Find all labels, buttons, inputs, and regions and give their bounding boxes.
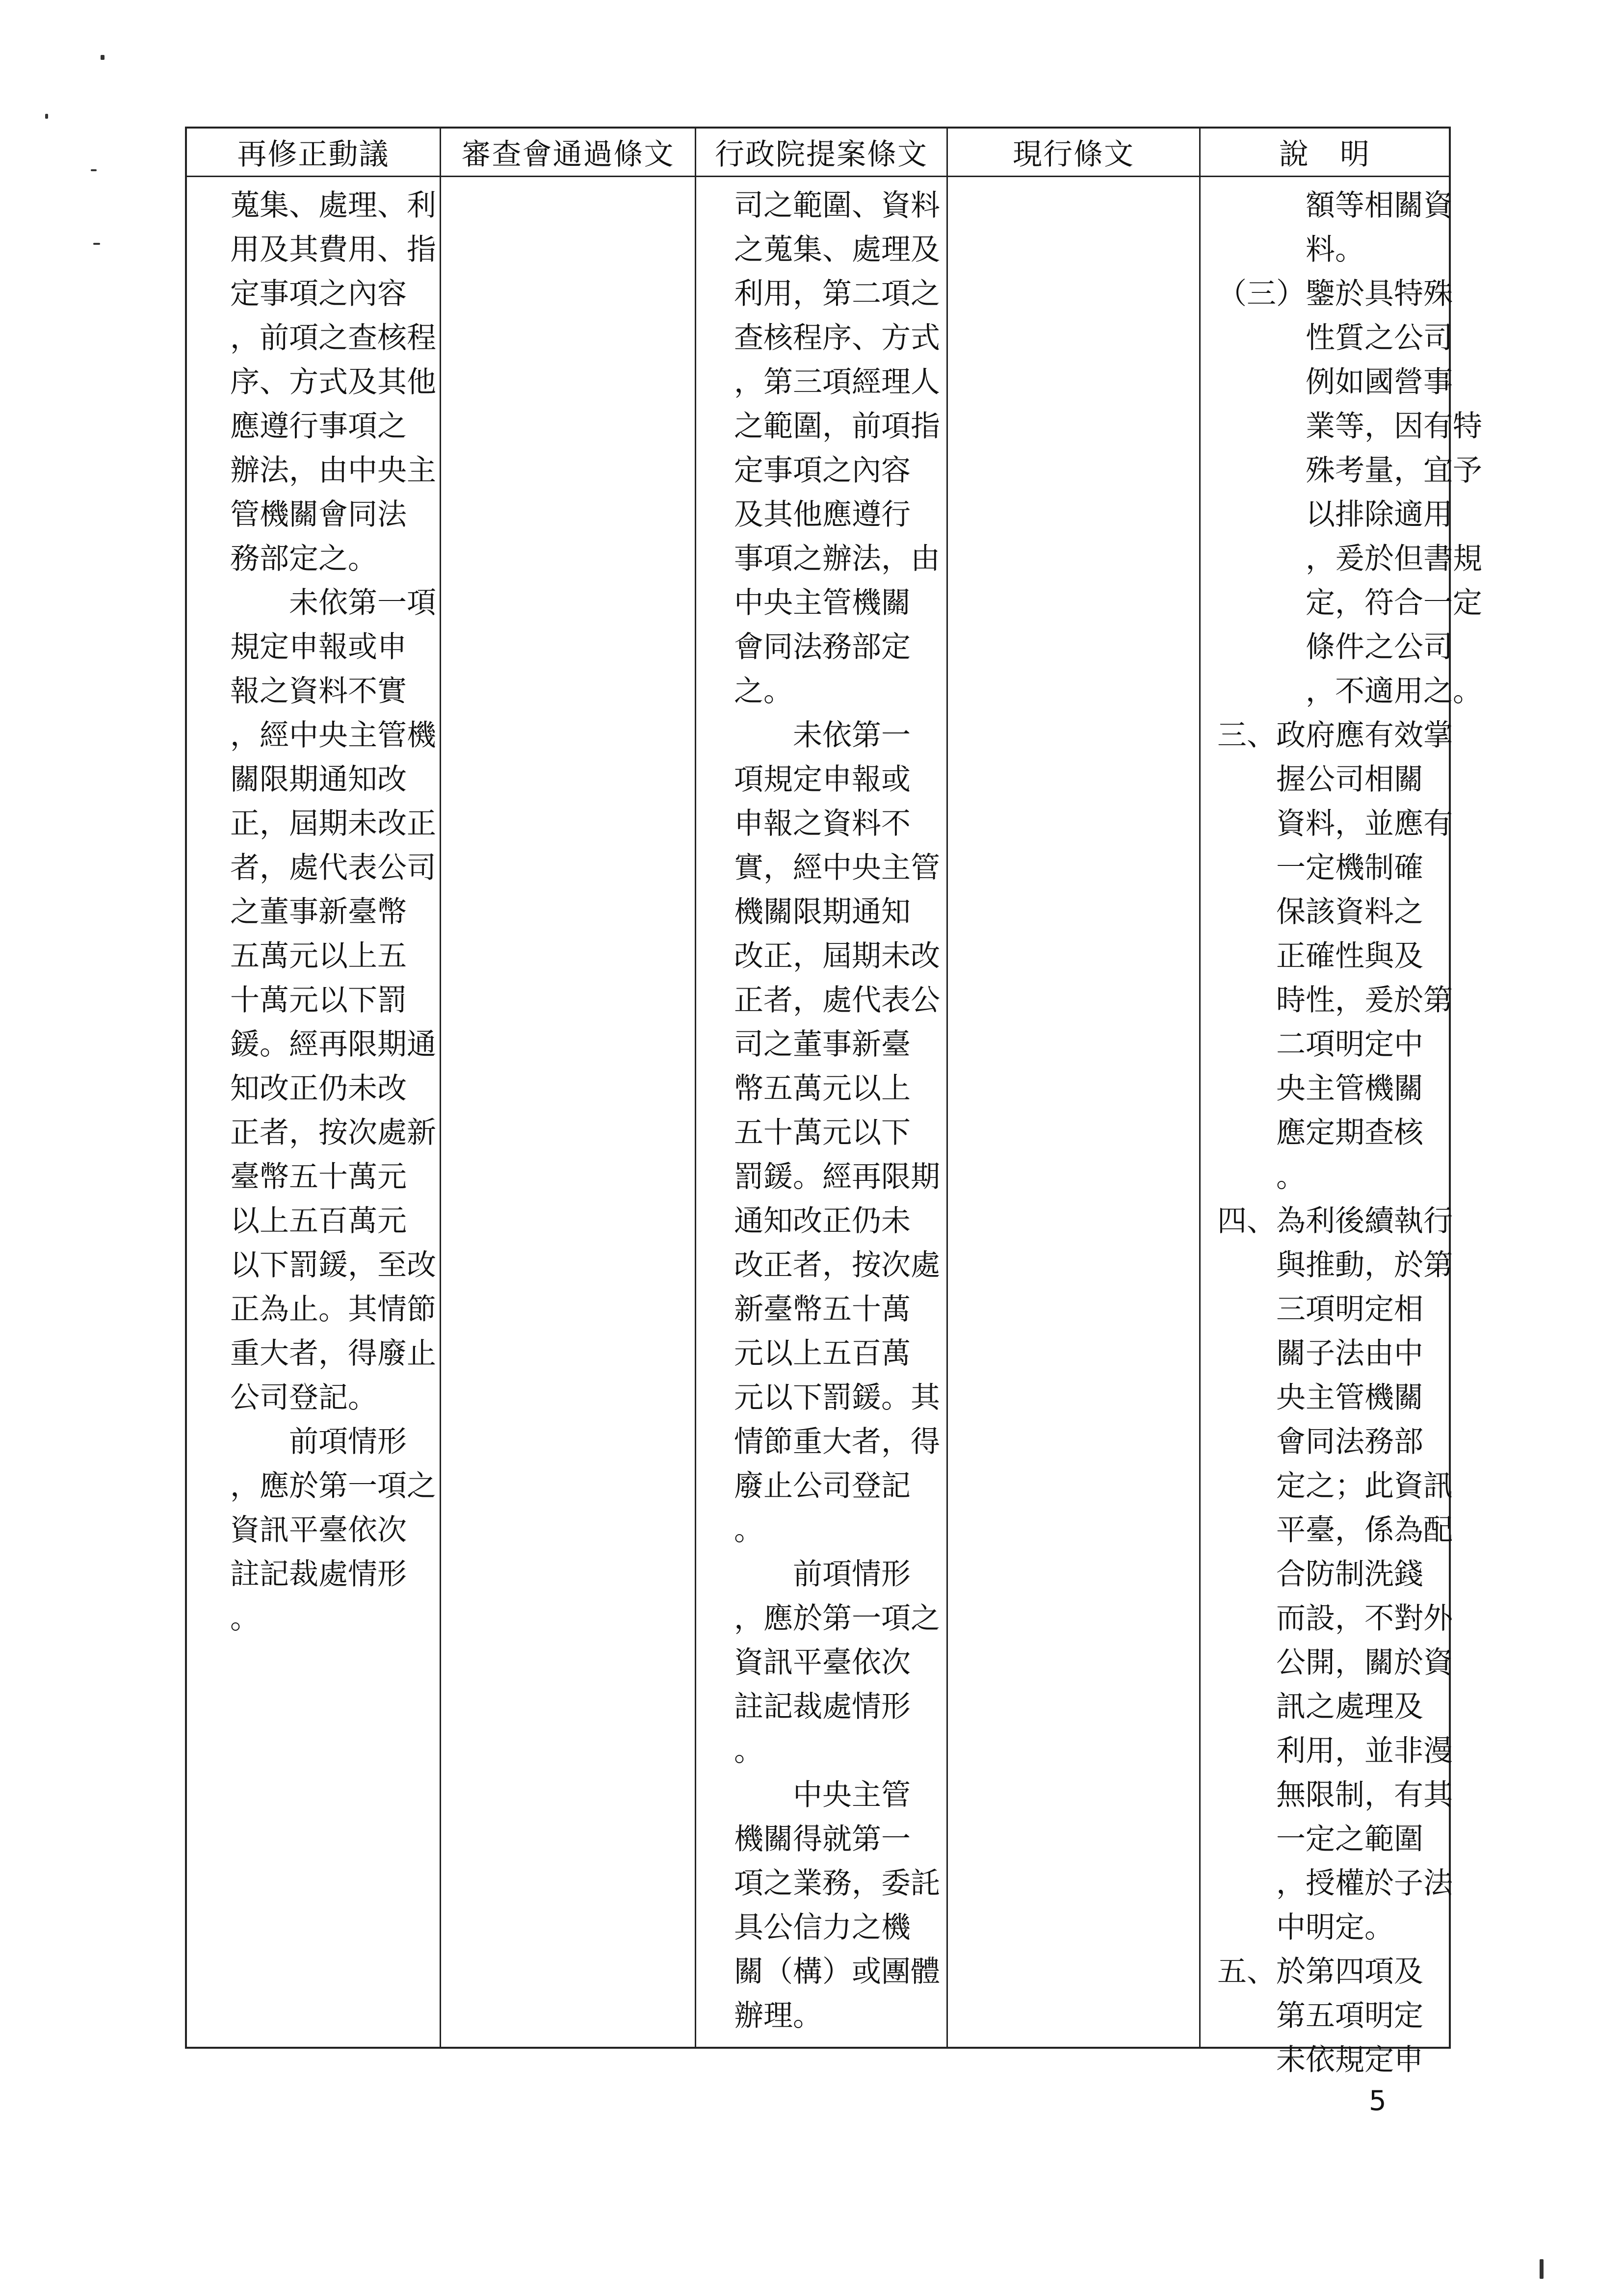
text-line: （三）鑒於具特殊 xyxy=(1217,277,1453,311)
text-line: 訊之處理及 xyxy=(1217,1690,1423,1724)
text-line: 正，屆期未改正 xyxy=(230,807,436,841)
text-line: 幣五萬元以上 xyxy=(734,1071,911,1106)
text-line: 元以下罰鍰。其 xyxy=(734,1381,940,1415)
text-line: 公開，關於資 xyxy=(1217,1645,1453,1680)
text-line: 註記裁處情形 xyxy=(734,1690,911,1724)
text-line: 實，經中央主管 xyxy=(734,851,940,885)
text-line: 公司登記。 xyxy=(230,1381,377,1415)
header-current-article: 現行條文 xyxy=(1013,137,1134,172)
text-line: 定，符合一定 xyxy=(1217,586,1482,620)
text-line: 合防制洗錢 xyxy=(1217,1557,1423,1592)
text-line: 定之；此資訊 xyxy=(1217,1469,1453,1503)
text-line: 新臺幣五十萬 xyxy=(734,1292,911,1327)
text-line: 。 xyxy=(734,1734,763,1768)
text-line: 定事項之內容 xyxy=(230,277,407,311)
text-line: 註記裁處情形 xyxy=(230,1557,407,1592)
text-line: 鍰。經再限期通 xyxy=(230,1027,436,1062)
text-line: 利用，第二項之 xyxy=(734,277,940,311)
text-line: ，授權於子法 xyxy=(1217,1866,1453,1901)
scan-speck xyxy=(1540,2259,1544,2279)
text-line: 前項情形 xyxy=(230,1425,407,1459)
scan-speck xyxy=(101,55,105,60)
text-line: 中央主管 xyxy=(734,1778,911,1812)
text-line: ，第三項經理人 xyxy=(734,365,940,399)
text-line: 會同法務部 xyxy=(1217,1425,1423,1459)
text-line: 三、政府應有效掌 xyxy=(1217,718,1453,753)
text-line: 者，處代表公司 xyxy=(230,851,436,885)
text-line: ，前項之查核程 xyxy=(230,321,436,355)
text-line: 管機關會同法 xyxy=(230,497,407,532)
text-line: 與推動，於第 xyxy=(1217,1248,1453,1282)
text-line: 正者，按次處新 xyxy=(230,1116,436,1150)
text-line: 而設，不對外 xyxy=(1217,1601,1453,1636)
text-line: 改正，屆期未改 xyxy=(734,939,940,973)
text-line: 未依第一 xyxy=(734,718,911,753)
text-line: 中明定。 xyxy=(1217,1910,1394,1945)
text-line: ，應於第一項之 xyxy=(230,1469,436,1503)
scan-speck xyxy=(91,169,97,171)
text-line: 業等，因有特 xyxy=(1217,409,1482,444)
text-line: 央主管機關 xyxy=(1217,1071,1423,1106)
text-line: 正確性與及 xyxy=(1217,939,1423,973)
text-line: 十萬元以下罰 xyxy=(230,983,407,1018)
text-line: 之範圍，前項指 xyxy=(734,409,940,444)
text-line: 臺幣五十萬元 xyxy=(230,1160,407,1194)
column-explanation xyxy=(1217,183,1482,2082)
text-line: 保該資料之 xyxy=(1217,895,1423,929)
text-line: 資訊平臺依次 xyxy=(734,1645,911,1680)
text-line: 知改正仍未改 xyxy=(230,1071,407,1106)
text-line: 第五項明定 xyxy=(1217,1999,1423,2033)
text-line: ，經中央主管機 xyxy=(230,718,436,753)
text-line: ，應於第一項之 xyxy=(734,1601,940,1636)
text-line: 四、為利後續執行 xyxy=(1217,1204,1453,1238)
text-line: 機關限期通知 xyxy=(734,895,911,929)
header-explanation: 說 明 xyxy=(1279,137,1370,172)
text-line: 應定期查核 xyxy=(1217,1116,1423,1150)
text-line: 廢止公司登記 xyxy=(734,1469,911,1503)
column-revised-motion xyxy=(230,183,436,1641)
text-line: 正為止。其情節 xyxy=(230,1292,436,1327)
text-line: 查核程序、方式 xyxy=(734,321,940,355)
text-line: 資料，並應有 xyxy=(1217,807,1453,841)
text-line: 五萬元以上五 xyxy=(230,939,407,973)
text-line: 中央主管機關 xyxy=(734,586,911,620)
text-line: 例如國營事 xyxy=(1217,365,1453,399)
column-divider xyxy=(1199,129,1201,2047)
text-line: 以上五百萬元 xyxy=(230,1204,407,1238)
text-line: 改正者，按次處 xyxy=(734,1248,940,1282)
text-line: 平臺，係為配 xyxy=(1217,1513,1453,1547)
text-line: 無限制，有其 xyxy=(1217,1778,1453,1812)
text-line: 關子法由中 xyxy=(1217,1336,1423,1371)
column-divider xyxy=(695,129,696,2047)
text-line: 辦理。 xyxy=(734,1999,822,2033)
text-line: 利用，並非漫 xyxy=(1217,1734,1453,1768)
text-line: 五十萬元以下 xyxy=(734,1116,911,1150)
text-line: 申報之資料不 xyxy=(734,807,911,841)
text-line: 罰鍰。經再限期 xyxy=(734,1160,940,1194)
text-line: 一定之範圍 xyxy=(1217,1822,1423,1856)
column-divider xyxy=(946,129,948,2047)
text-line: 司之董事新臺 xyxy=(734,1027,911,1062)
text-line: 。 xyxy=(734,1513,763,1547)
text-line: 以排除適用 xyxy=(1217,497,1453,532)
text-line: 一定機制確 xyxy=(1217,851,1423,885)
text-line: 用及其費用、指 xyxy=(230,233,436,267)
page-number: 5 xyxy=(1369,2085,1387,2117)
scan-speck xyxy=(45,114,48,119)
text-line: 額等相關資 xyxy=(1217,188,1453,223)
text-line: 正者，處代表公 xyxy=(734,983,940,1018)
text-line: 情節重大者，得 xyxy=(734,1425,940,1459)
scan-speck xyxy=(93,243,100,245)
header-committee-passed: 審查會通過條文 xyxy=(461,137,675,172)
text-line: 項規定申報或 xyxy=(734,762,911,797)
text-line: 機關得就第一 xyxy=(734,1822,911,1856)
column-divider xyxy=(440,129,441,2047)
text-line: 殊考量，宜予 xyxy=(1217,453,1482,488)
text-line: 料。 xyxy=(1217,233,1364,267)
text-line: 元以上五百萬 xyxy=(734,1336,911,1371)
text-line: 應遵行事項之 xyxy=(230,409,407,444)
header-executive-proposal: 行政院提案條文 xyxy=(715,137,928,172)
text-line: 時性，爰於第 xyxy=(1217,983,1453,1018)
text-line: 重大者，得廢止 xyxy=(230,1336,436,1371)
text-line: 蒐集、處理、利 xyxy=(230,188,436,223)
text-line: 。 xyxy=(230,1601,260,1636)
text-line: 項之業務，委託 xyxy=(734,1866,940,1901)
text-line: 五、於第四項及 xyxy=(1217,1955,1423,1989)
text-line: 之。 xyxy=(734,674,793,708)
text-line: 未依第一項 xyxy=(230,586,436,620)
text-line: 司之範圍、資料 xyxy=(734,188,940,223)
column-executive-proposal xyxy=(734,183,940,2038)
text-line: 以下罰鍰，至改 xyxy=(230,1248,436,1282)
text-line: 規定申報或申 xyxy=(230,630,407,664)
text-line: 性質之公司 xyxy=(1217,321,1453,355)
text-line: 之董事新臺幣 xyxy=(230,895,407,929)
text-line: 。 xyxy=(1217,1160,1306,1194)
text-line: 序、方式及其他 xyxy=(230,365,436,399)
text-line: 關（構）或團體 xyxy=(734,1955,940,1989)
text-line: ，爰於但書規 xyxy=(1217,542,1482,576)
text-line: 具公信力之機 xyxy=(734,1910,911,1945)
text-line: 事項之辦法，由 xyxy=(734,542,940,576)
text-line: 握公司相關 xyxy=(1217,762,1423,797)
header-revised-motion: 再修正動議 xyxy=(237,137,390,172)
text-line: 關限期通知改 xyxy=(230,762,407,797)
text-line: 未依規定申 xyxy=(1217,2043,1423,2077)
text-line: 前項情形 xyxy=(734,1557,911,1592)
text-line: 通知改正仍未 xyxy=(734,1204,911,1238)
text-line: 定事項之內容 xyxy=(734,453,911,488)
text-line: 二項明定中 xyxy=(1217,1027,1423,1062)
text-line: 資訊平臺依次 xyxy=(230,1513,407,1547)
text-line: 央主管機關 xyxy=(1217,1381,1423,1415)
text-line: 及其他應遵行 xyxy=(734,497,911,532)
text-line: 條件之公司 xyxy=(1217,630,1453,664)
text-line: 務部定之。 xyxy=(230,542,377,576)
text-line: 辦法，由中央主 xyxy=(230,453,436,488)
text-line: ，不適用之。 xyxy=(1217,674,1482,708)
text-line: 會同法務部定 xyxy=(734,630,911,664)
text-line: 之蒐集、處理及 xyxy=(734,233,940,267)
header-divider xyxy=(187,176,1449,177)
text-line: 報之資料不實 xyxy=(230,674,407,708)
text-line: 三項明定相 xyxy=(1217,1292,1423,1327)
comparison-table xyxy=(185,127,1482,2077)
